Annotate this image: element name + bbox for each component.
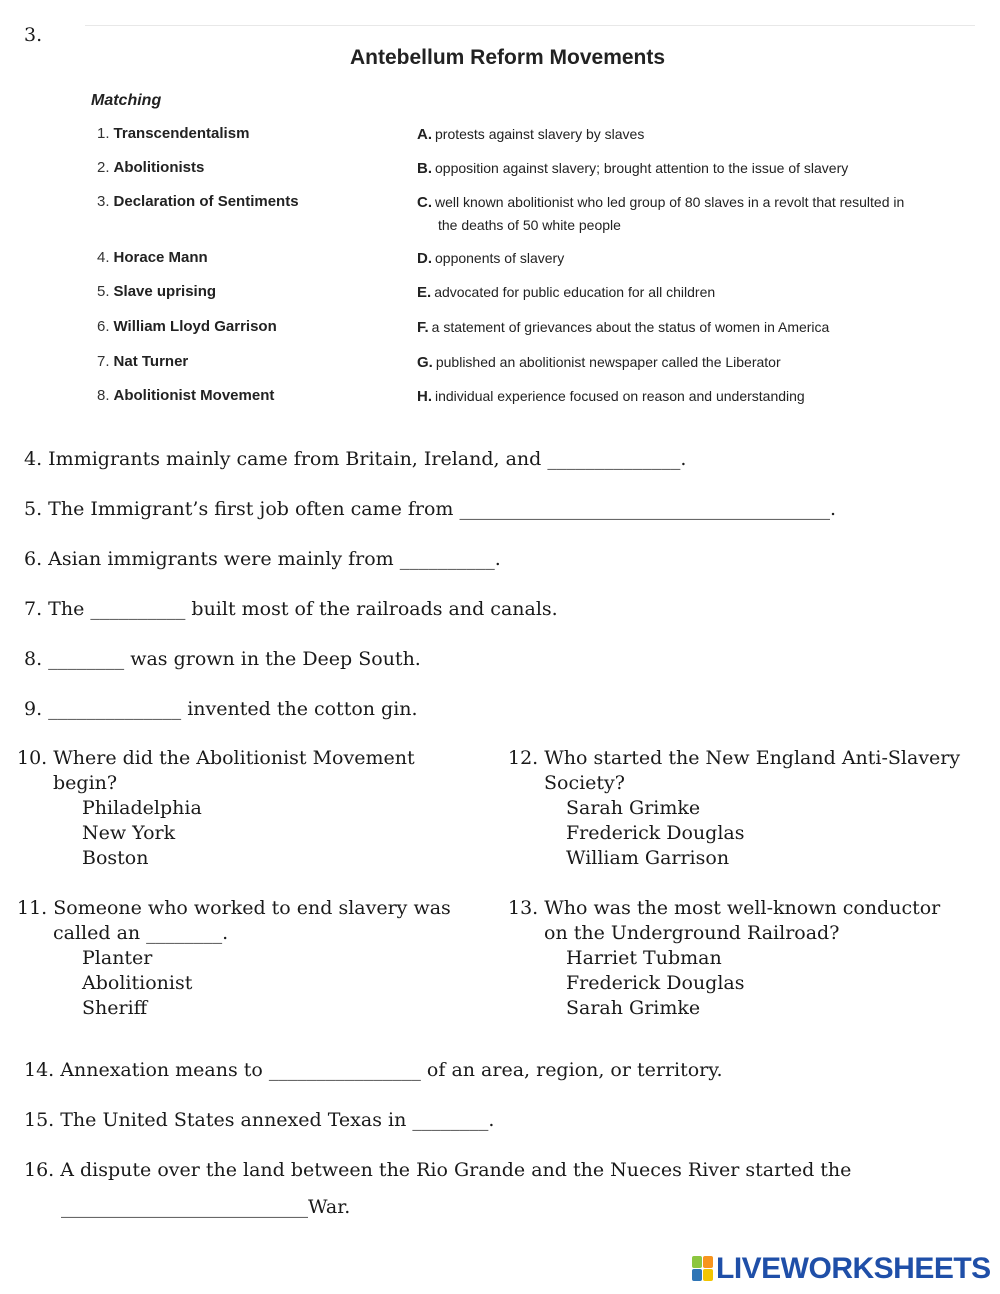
- question-9: 9. ______________ invented the cotton gin.: [24, 698, 418, 720]
- question-10-text: 10. Where did the Abolitionist Movement: [17, 747, 415, 769]
- question-14: 14. Annexation means to ________________ of an area, region, or territory.: [24, 1059, 723, 1081]
- question-13: [508, 896, 940, 1021]
- matching-definition: D. opponents of slavery: [417, 250, 565, 267]
- matching-definition: F. a statement of grievances about the status of women in America: [417, 319, 830, 336]
- question-number: 3.: [24, 24, 43, 46]
- question-8: 8. ________ was grown in the Deep South.: [24, 648, 421, 670]
- question-12-text-cont: Society?: [544, 772, 625, 794]
- matching-term: 2. Abolitionists: [97, 159, 205, 176]
- answer-option[interactable]: William Garrison: [566, 847, 730, 869]
- question-12-text: 12. Who started the New England Anti-Slavery: [508, 747, 961, 769]
- question-16: 16. A dispute over the land between the Rio Grande and the Nueces River started the: [24, 1159, 852, 1181]
- matching-definition: C. well known abolitionist who led group of 80 slaves in a revolt that resulted in the deaths of 50 white people: [417, 194, 905, 233]
- answer-option[interactable]: Frederick Douglas: [566, 822, 745, 844]
- question-4: 4. Immigrants mainly came from Britain, Ireland, and ______________.: [24, 448, 687, 470]
- matching-definition: G. published an abolitionist newspaper called the Liberator: [417, 354, 781, 371]
- answer-option[interactable]: Philadelphia: [82, 797, 202, 819]
- matching-term: 8. Abolitionist Movement: [97, 387, 275, 404]
- answer-option[interactable]: Sheriff: [82, 997, 148, 1019]
- liveworksheets-logo[interactable]: [692, 1253, 991, 1285]
- matching-definition: B. opposition against slavery; brought attention to the issue of slavery: [417, 160, 849, 177]
- matching-definition: A. protests against slavery by slaves: [417, 126, 645, 143]
- matching-subtitle: Matching: [91, 92, 162, 109]
- answer-option[interactable]: Planter: [82, 947, 153, 969]
- question-11-text-cont: called an ________.: [53, 922, 229, 944]
- matching-title: Antebellum Reform Movements: [350, 46, 666, 69]
- question-10-text-cont: begin?: [53, 772, 118, 794]
- question-13-text-cont: on the Underground Railroad?: [544, 922, 840, 944]
- image-top-border: [85, 25, 975, 26]
- matching-term: 1. Transcendentalism: [97, 125, 250, 142]
- question-12: [508, 746, 960, 871]
- answer-option[interactable]: Sarah Grimke: [566, 997, 701, 1019]
- matching-term: 7. Nat Turner: [97, 353, 189, 370]
- question-7: 7. The __________ built most of the railroads and canals.: [24, 598, 558, 620]
- question-15: 15. The United States annexed Texas in ________.: [24, 1109, 495, 1131]
- answer-option[interactable]: New York: [82, 822, 176, 844]
- question-10: [17, 746, 415, 871]
- matching-term: 6. William Lloyd Garrison: [97, 318, 277, 335]
- question-6: 6. Asian immigrants were mainly from __________.: [24, 548, 501, 570]
- matching-term: 5. Slave uprising: [97, 283, 217, 300]
- question-13-text: 13. Who was the most well-known conductor: [508, 897, 941, 919]
- matching-term: 3. Declaration of Sentiments: [97, 193, 299, 210]
- matching-image: [75, 22, 975, 417]
- answer-option[interactable]: Abolitionist: [82, 972, 193, 994]
- matching-term: 4. Horace Mann: [97, 249, 208, 266]
- question-5: 5. The Immigrant’s first job often came from _______________________________________.: [24, 498, 837, 520]
- answer-option[interactable]: Frederick Douglas: [566, 972, 745, 994]
- answer-option[interactable]: Boston: [82, 847, 149, 869]
- matching-definition: H. individual experience focused on reason and understanding: [417, 388, 805, 405]
- question-16-blank: __________________________War.: [61, 1196, 351, 1218]
- question-11-text: 11. Someone who worked to end slavery was: [17, 897, 451, 919]
- matching-definition: E. advocated for public education for all children: [417, 284, 716, 301]
- liveworksheets-blocks-icon: [692, 1256, 714, 1282]
- answer-option[interactable]: Sarah Grimke: [566, 797, 701, 819]
- question-11: [17, 896, 451, 1021]
- logo-text: LIVEWORKSHEETS: [716, 1252, 991, 1285]
- answer-option[interactable]: Harriet Tubman: [566, 947, 722, 969]
